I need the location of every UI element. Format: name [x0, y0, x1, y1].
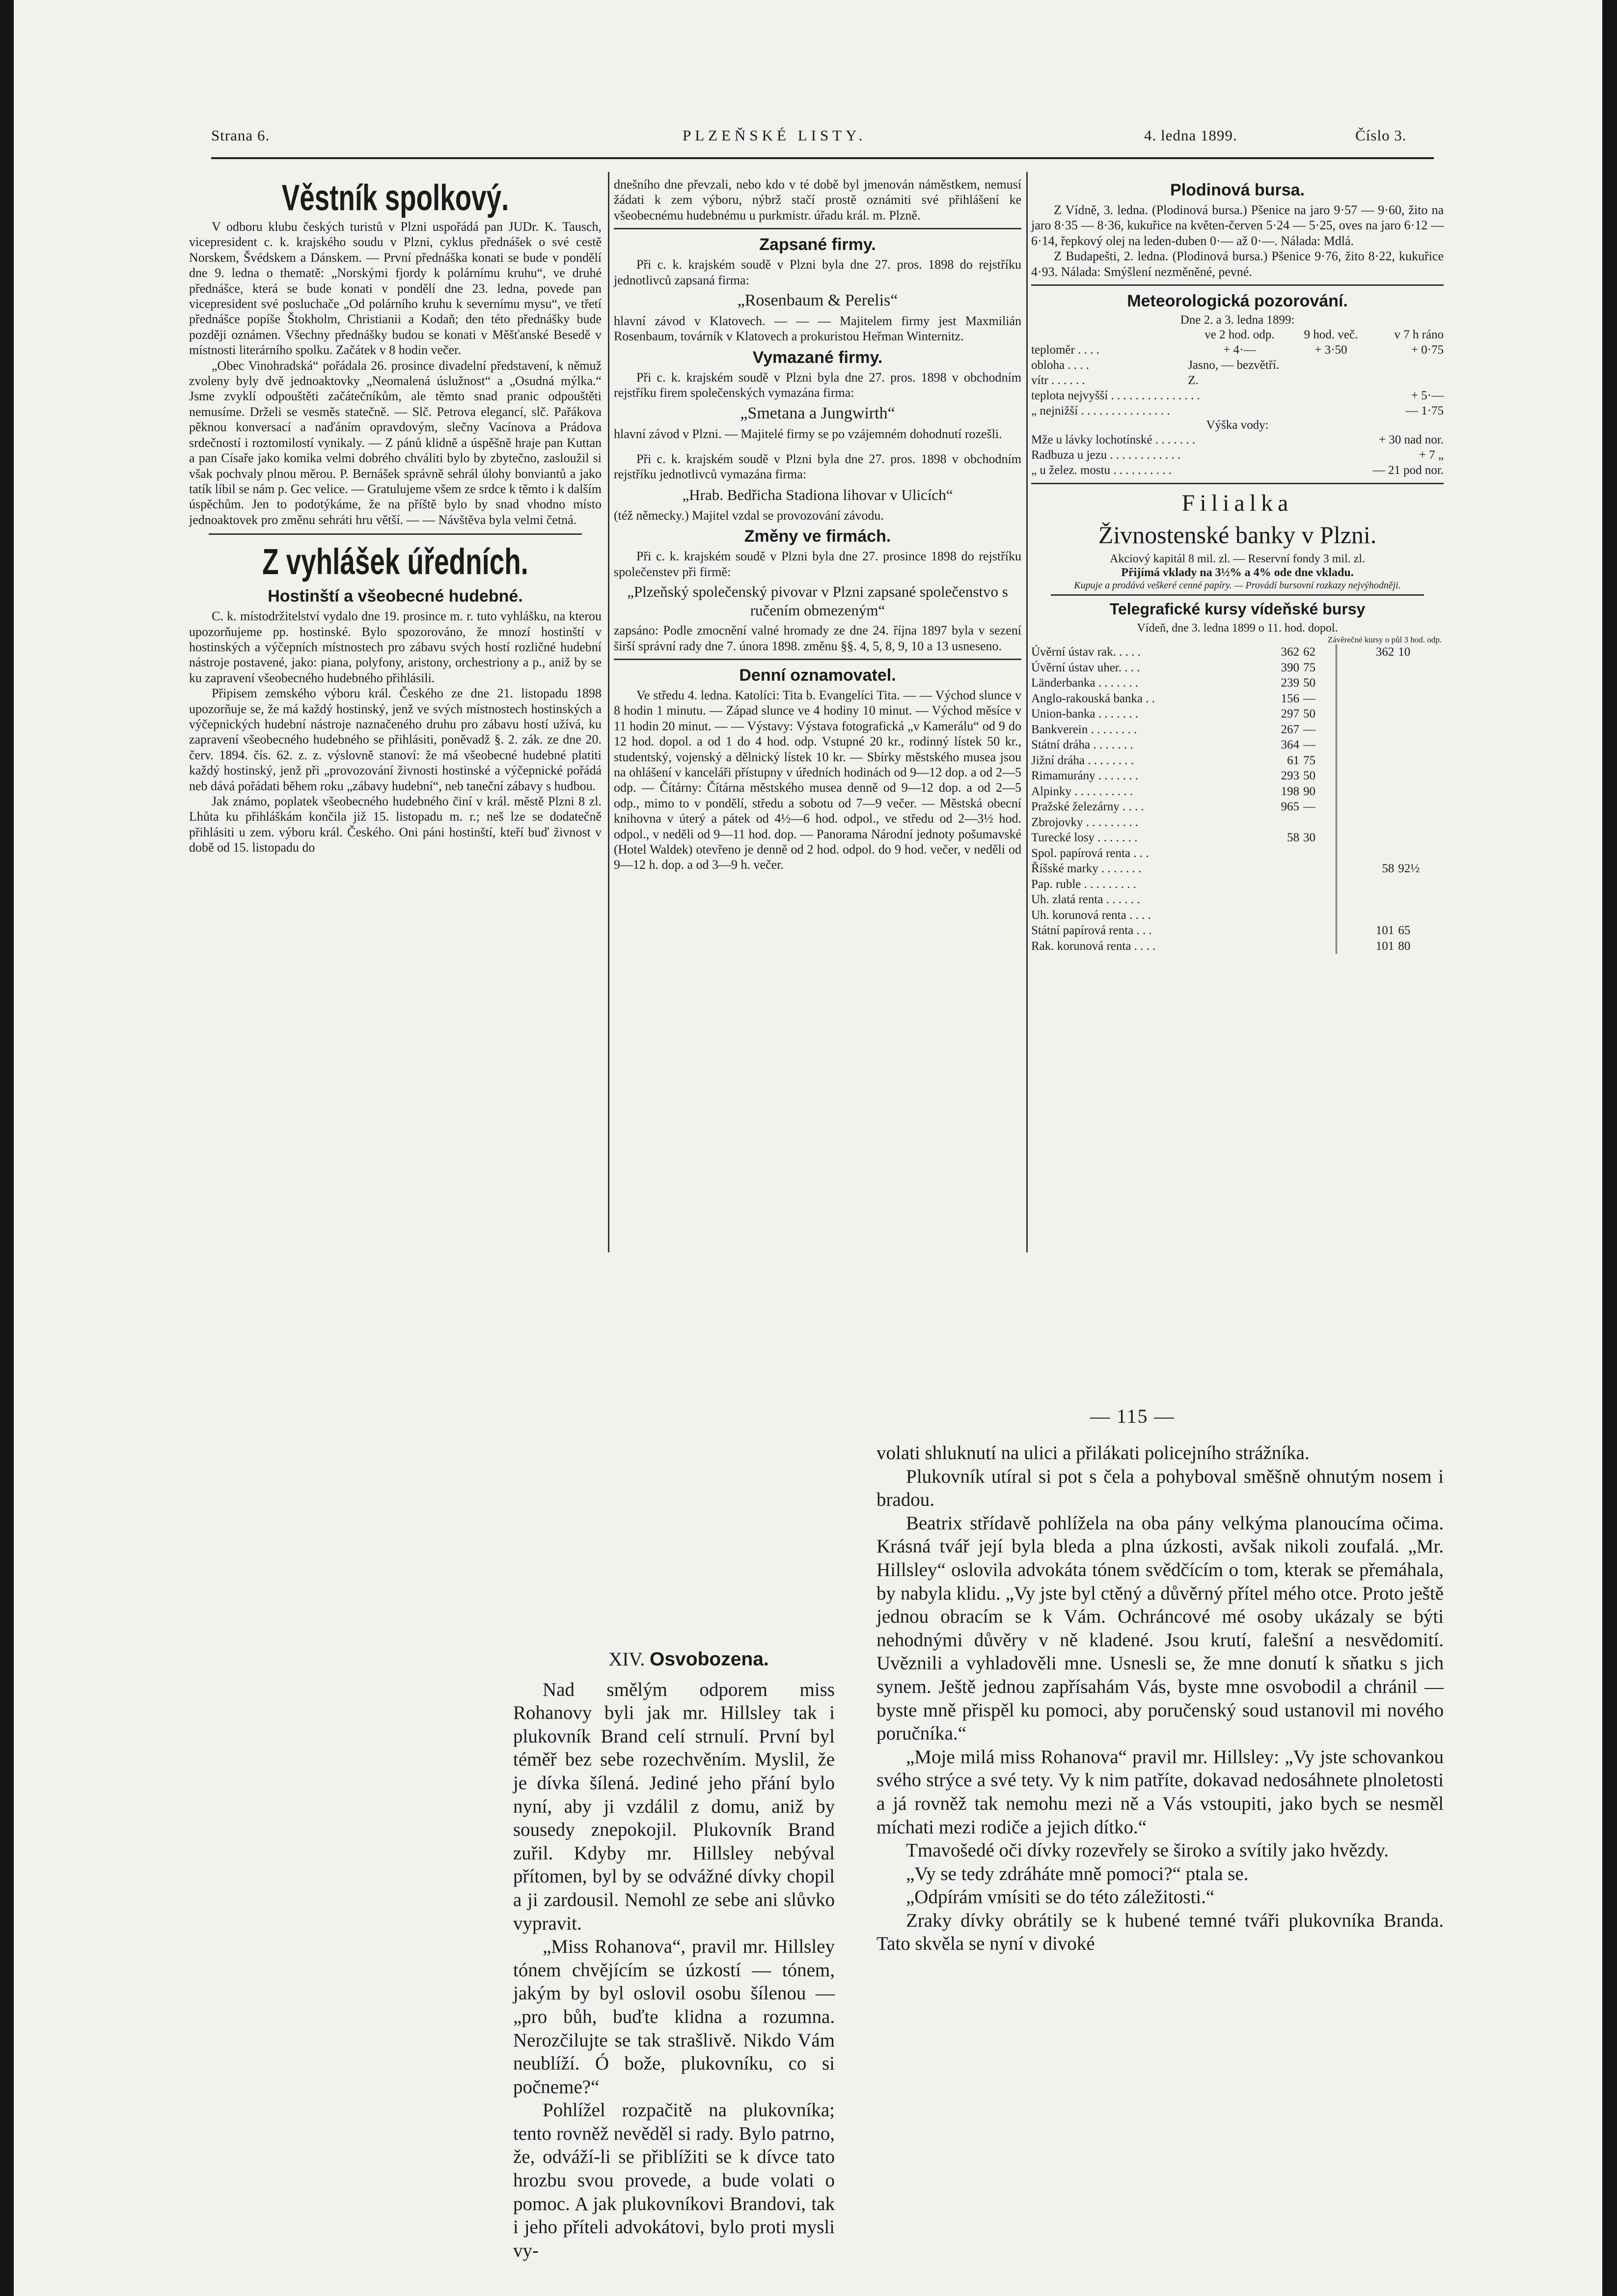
kursy-name: Uh. zlatá renta . . . . . .: [1031, 893, 1140, 907]
kursy-value: 156: [1281, 692, 1299, 705]
header-rule: [211, 157, 1434, 159]
kursy-date: Vídeň, dne 3. ledna 1899 o 11. hod. dopol.: [1137, 622, 1338, 635]
meteo-label: teplota nejvyšší . . . . . . . . . . . . . . .: [1031, 389, 1200, 403]
story-paragraph: „Odpírám vmísiti se do této záležitosti.“: [906, 1886, 1215, 1908]
kursy-value: [1299, 923, 1337, 939]
column-left: [189, 177, 602, 1238]
kursy-value: [1299, 815, 1337, 830]
article-paragraph: Při c. k. krajském soudě v Plzni byla dne 27. pros. 1898 do rejstříku jednotlivců zapsaná firma:: [614, 257, 1021, 287]
kursy-close-value: [1337, 815, 1395, 830]
article-paragraph: V odboru klubu českých turistů v Plzni uspořádá pan JUDr. K. Tausch, vicepresident c. k. krajského soudu v Plzni, cyklus přednášek o své cestě Norskem, Švédskem a Dánskem. — První přednáška konati se bude v pondělí dne 9. ledna o thematě: „Norskými fjordy k polárnímu kruhu“, ve druhé přednášce, která se bude konati v pondělí dne 23. ledna, povede pan vicepresident své posluchače „Od polárního kruhu k severnímu mysu“, ve třetí přednášce popíše Štokholm, Christianii a Kodaň; den této přednášky bude později oznámen. Všechny přednášky budou se konati v Měšťanské Besedě v místnosti literárního spolku. Začátek v 8 hodin večer.: [189, 220, 602, 358]
kursy-value: [1299, 892, 1337, 908]
kursy-row: [1031, 815, 1444, 830]
water-value: + 7 „: [1419, 448, 1444, 462]
kursy-value: [1299, 877, 1337, 892]
kursy-value: 293: [1281, 769, 1299, 783]
meteo-value: + 5·—: [1411, 389, 1444, 403]
kursy-name: Úvěrní ústav uher. . . .: [1031, 661, 1140, 674]
kursy-value: 90: [1303, 784, 1316, 798]
water-row: [1031, 432, 1444, 447]
story-paragraph: „Moje milá miss Rohanova“ pravil mr. Hillsley: „Vy jste schovankou svého strýce a své tety. Vy k nim patříte, dokavad nedosáhnete plnoletosti a já rovněž tak nemohu mezi ně a Vás vstoupiti, jako bych se nesměl míchati mezi rodiče a jejich dítko.“: [877, 1746, 1444, 1838]
kursy-name: Pap. ruble . . . . . . . . .: [1031, 877, 1136, 891]
kursy-row: [1031, 784, 1444, 800]
kursy-close-value: 92½: [1398, 862, 1420, 876]
kursy-value: 75: [1303, 661, 1316, 674]
kursy-close-value: [1337, 784, 1395, 800]
kursy-value: 390: [1281, 661, 1299, 674]
feuilleton-left: [513, 1648, 835, 2261]
section-title-vyhlasky: Z vyhlášek úředních.: [262, 541, 528, 582]
water-row: [1031, 447, 1444, 463]
kursy-close-value: [1394, 753, 1444, 769]
meteo-value: + 0·75: [1411, 343, 1444, 357]
kursy-close-value: [1394, 815, 1444, 830]
kursy-value: 62: [1303, 645, 1316, 659]
meteo-col-head: v 7 h ráno: [1394, 328, 1444, 342]
story-paragraph: Tmavošedé oči dívky rozevřely se široko a svítily jako hvězdy.: [906, 1840, 1389, 1861]
scan-right-edge: [1602, 0, 1617, 2296]
kursy-row: [1031, 691, 1444, 707]
scan-left-edge: [0, 0, 14, 2296]
kursy-value: 965: [1281, 800, 1299, 814]
kursy-row: [1031, 706, 1444, 722]
kursy-name: Státní dráha . . . . . . .: [1031, 738, 1133, 752]
kursy-value: [1262, 908, 1299, 923]
kursy-value: 75: [1303, 753, 1316, 767]
meteo-value: Z.: [1188, 374, 1199, 387]
kursy-name: Uh. korunová renta . . . .: [1031, 908, 1151, 922]
kursy-close-value: 80: [1398, 939, 1411, 953]
kursy-row: [1031, 660, 1444, 676]
article-paragraph: Při c. k. krajském soudě v Plzni byla dne 27. pros. 1898 v obchodním rejstříku firem společenských vymazána firma:: [614, 370, 1021, 400]
meteo-date: Dne 2. a 3. ledna 1899:: [1180, 313, 1295, 327]
kursy-value: 50: [1303, 676, 1316, 690]
kursy-row: [1031, 675, 1444, 691]
section-title-zapsane: Zapsané firmy.: [759, 235, 876, 254]
bank-name: Živnostenské banky v Plzni.: [1098, 521, 1377, 549]
kursy-close-value: [1337, 908, 1395, 923]
meteo-row: [1031, 388, 1444, 403]
kursy-value: [1262, 846, 1299, 861]
section-title-denni: Denní oznamovatel.: [739, 665, 896, 685]
kursy-close-value: [1337, 660, 1395, 676]
kursy-close-value: [1337, 753, 1395, 769]
section-rule: [1031, 284, 1444, 286]
kursy-value: [1262, 815, 1299, 830]
kursy-name: Rak. korunová renta . . . .: [1031, 939, 1156, 953]
kursy-row: [1031, 939, 1444, 954]
chapter-heading: [513, 1648, 835, 1671]
kursy-close-value: [1394, 660, 1444, 676]
section-title-zmeny: Změny ve firmách.: [744, 527, 891, 546]
kursy-row: [1031, 722, 1444, 738]
kursy-value: [1299, 861, 1337, 877]
kursy-value: —: [1303, 738, 1316, 752]
meteo-value: + 3·50: [1315, 343, 1347, 357]
issue-number: Číslo 3.: [1355, 127, 1407, 144]
kursy-close-value: [1337, 722, 1395, 738]
kursy-row: [1031, 861, 1444, 877]
kursy-close-value: [1337, 675, 1395, 691]
kursy-value: [1262, 892, 1299, 908]
kursy-value: 58: [1287, 831, 1299, 845]
water-title: Výška vody:: [1206, 418, 1269, 432]
kursy-close-value: [1337, 799, 1395, 815]
kursy-close-value: [1394, 830, 1444, 846]
kursy-name: Jižní dráha . . . . . . . .: [1031, 753, 1134, 767]
article-paragraph: Ve středu 4. ledna. Katolíci: Tita b. Evangelíci Tita. — — Východ slunce v 8 hodin 1 minutu. — Západ slunce ve 4 hodiny 10 minut. — Východ měsíce v 11 hodin 20 minut. — — Výstavy: Výstava fotografická „v Kamerálu“ od 9 do 12 hod. dopol. a od 1 do 4 hod. odp. Vstupné 20 kr., rodinný lístek 50 kr., studentský, vojenský a dělnický lístek 10 kr. — Sbírky městského musea jsou na ohlášení v kanceláři přístupny v úředních hodinách od 9—12 dop. a od 2—5 odp. — Čítárny: Čítárna městského musea denně od 9—12 dop. a od 2—5 odp., mimo to v pondělí, středu a sobotu od 7—9 večer. — Městská obecní knihovna v úterý a pátek od 4½—6 hod. odpol., ve středu od 2—3½ hod. odpol., v neděli od 9—11 hod. dop. — Panorama Národní jednoty pošumavské (Hotel Waldek) otevřeno je denně od 2 hod. odpol. do 9 hod. večer, v neděli od 9—12 h. dop. a od 3—9 h. večer.: [614, 688, 1021, 872]
kursy-table: [1031, 644, 1444, 954]
kursy-close-value: 65: [1398, 924, 1411, 938]
kursy-close-value: 362: [1337, 644, 1395, 660]
firm-name: „Smetana a Jungwirth“: [740, 404, 895, 422]
kursy-value: 50: [1303, 707, 1316, 721]
kursy-name: Bankverein . . . . . . . .: [1031, 722, 1137, 736]
firm-name: „Rosenbaum & Perelis“: [737, 291, 898, 310]
bank-note: Kupuje a prodává veškeré cenné papíry. — Provádí bursovní rozkazy nejvýhodněji.: [1074, 580, 1401, 591]
kursy-value: 30: [1303, 831, 1316, 845]
story-paragraph: Pohlížel rozpačitě na plukovníka; tento rovněž nevěděl si rady. Bylo patrno, že, odváží-li se přiblížiti se k dívce tato hrozbu svou provede, a bude volati o pomoc. A jak plukovníkovi Brandovi, tak i jeho příteli advokátovi, bylo proti mysli vy-: [513, 2100, 835, 2261]
kursy-row: [1031, 892, 1444, 908]
kursy-name: Anglo-rakouská banka . .: [1031, 692, 1155, 705]
kursy-value: [1262, 861, 1299, 877]
kursy-close-value: [1394, 737, 1444, 753]
meteo-label: obloha . . . .: [1031, 359, 1090, 372]
kursy-name: Spol. papírová renta . . .: [1031, 846, 1149, 860]
kursy-value: —: [1303, 722, 1316, 736]
meteo-row: [1031, 358, 1444, 373]
kursy-row: [1031, 908, 1444, 923]
article-paragraph: „Obec Vinohradská“ pořádala 26. prosince divadelní představení, k němuž zvoleny byly dvě jednoaktovky „Neomalená úslužnost“ a „Osudná mýlka.“ Jsme zvyklí odpouštěti začátečníkům, ale těmto snad pranic odpouštěti nemusíme. Drželi se vesměs statečně. — Slč. Petrova elegancí, slč. Pařákova pěknou konversací a naďáním opravdovým, slečny Vacínova a Prádova srdečností i roztomilostí vynikaly. — Z pánů klidně a úspěšně hraje pan Kuttan a pan Císaře jako komika velmi dobrého chváliti bylo by zbytečno, zasloužil si však pochvaly plnou měrou. P. Bernášek správně sehrál úlohy bonviantů a jako tatík líbil se nám p. Gec velice. — Gratulujeme všem ze srdce k těmto i k dalším úspěchům. Jen to podotýkáme, že na příště bylo by snad vhodno místo jednoaktovek pro změnu sehráti hru větší. — — Návštěva byla velmi četná.: [189, 358, 602, 527]
water-value: + 30 nad nor.: [1378, 433, 1444, 447]
story-paragraph: volati shluknutí na ulici a přilákati policejního strážníka.: [877, 1442, 1310, 1464]
column-right: [1031, 177, 1444, 1238]
article-paragraph: Z Budapešti, 2. ledna. (Plodinová bursa.) Pšenice 9·76, žito 8·22, kukuřice 4·93. Nálada: Smýšlení nezměněné, pevné.: [1031, 249, 1444, 279]
section-title-vestnik: Věstník spolkový.: [281, 177, 509, 218]
bank-capital: Akciový kapitál 8 mil. zl. — Reservní fondy 3 mil. zl.: [1110, 553, 1365, 566]
newspaper-title: PLZEŇSKÉ LISTY.: [683, 127, 867, 144]
article-paragraph: C. k. místodržitelství vydalo dne 19. prosince m. r. tuto vyhlášku, na kterou upozorňujeme pp. hostinské. Bylo spozorováno, že mnozí hostinští v hostinských a výčepních místnostech pro zábavu svých hostí rozličné hudební nástroje postavené, jako: piana, polyfony, aristony, orchestriony a p., aniž by se ku zapravení všeobecného hudebného přihlásili.: [189, 609, 602, 685]
kursy-name: Union-banka . . . . . . .: [1031, 707, 1139, 721]
water-label: „ u želez. mostu . . . . . . . . . .: [1031, 464, 1172, 477]
column-divider: [1026, 172, 1028, 1252]
meteo-value: — 1·75: [1405, 404, 1444, 418]
meteo-row: [1031, 403, 1444, 418]
story-paragraph: Nad smělým odporem miss Rohanovy byli jak mr. Hillsley tak i plukovník Brand celí strnulí. První byl téměř bez sebe rozechvěním. Myslil, že je dívka šílená. Jediné jeho přání bylo nyní, aby ji vzdálil z domu, aniž by sousedy znepokojil. Plukovník Brand zuřil. Kdyby mr. Hillsley nebýval přítomen, byl by se odvážné dívky chopil a ji zardousil. Nemohl ze sebe ani slůvko vypravit.: [513, 1679, 835, 1934]
kursy-name: Říšské marky . . . . . . .: [1031, 862, 1142, 876]
story-paragraph: Plukovník utíral si pot s čela a pohyboval směšně ohnutým nosem i bradou.: [877, 1466, 1444, 1511]
article-subtitle: Hostinští a všeobecné hudebné.: [268, 587, 523, 606]
kursy-value: —: [1303, 800, 1316, 814]
kursy-close-value: [1394, 784, 1444, 800]
kursy-name: Zbrojovky . . . . . . . . .: [1031, 815, 1139, 829]
kursy-value: [1262, 923, 1299, 939]
section-title-meteo: Meteorologická pozorování.: [1127, 292, 1348, 311]
kursy-close-value: [1337, 706, 1395, 722]
kursy-close-value: [1394, 799, 1444, 815]
kursy-close-value: [1394, 691, 1444, 707]
kursy-value: 239: [1281, 676, 1299, 690]
kursy-close-value: [1394, 877, 1444, 892]
kursy-value: [1299, 908, 1337, 923]
kursy-value: 364: [1281, 738, 1299, 752]
bank-deposits: Přijímá vklady na 3½% a 4% ode dne vkladu.: [1121, 566, 1354, 580]
meteo-header-row: [1031, 327, 1444, 342]
section-rule: [614, 659, 1021, 660]
story-paragraph: „Vy se tedy zdráháte mně pomoci?“ ptala se.: [906, 1863, 1249, 1884]
kursy-value: 198: [1281, 784, 1299, 798]
water-label: Radbuza u jezu . . . . . . . . . . . .: [1031, 448, 1181, 462]
section-rule: [614, 228, 1021, 229]
column-middle: [614, 177, 1021, 1238]
kursy-row: [1031, 877, 1444, 892]
kursy-row: [1031, 644, 1444, 660]
story-paragraph: Zraky dívky obrátily se k hubené temné tváři plukovníka Branda. Tato skvěla se nyní v divoké: [877, 1909, 1444, 1955]
column-divider: [608, 172, 609, 1252]
article-paragraph: hlavní závod v Klatovech. — — — Majitelem firmy jest Maxmilián Rosenbaum, továrník v Klatovech a prokuristou Heřman Winternitz.: [614, 314, 1021, 344]
kursy-value: [1299, 939, 1337, 954]
firm-name: „Hrab. Bedřicha Stadiona lihovar v Ulicích“: [682, 486, 953, 503]
meteo-col-head: 9 hod. več.: [1304, 328, 1358, 342]
kursy-row: [1031, 768, 1444, 784]
article-paragraph: (též německy.) Majitel vzdal se provozování závodu.: [614, 508, 884, 523]
article-paragraph: dnešního dne převzali, nebo kdo v té době byl jmenován náměstkem, nemusí žádati k zem výboru, nýbrž stačí prostě oznámiti své přihlášení ke všeobecnému hudebnému u purkmistr. úřadu král. m. Plzně.: [614, 177, 1021, 222]
page-header: [211, 127, 1439, 148]
kursy-value: —: [1303, 692, 1316, 705]
water-label: Mže u lávky lochotínské . . . . . . .: [1031, 433, 1195, 447]
story-paragraph: Beatrix střídavě pohlížela na oba pány velkýma planoucíma očima. Krásná tvář její byla bleda a plna úzkosti, avšak nikoli zoufalá. „Mr. Hillsley“ oslovila advokáta tónem svědčícím o tom, kterak se přemáhala, by nabyla klidu. „Vy jste byl ctěný a důvěrný přítel mého otce. Proto ještě jednou obracím se k Vám. Ochráncové mé osoby ukázaly se býti nehodnými důvěry v ně kladené. Jsou krutí, falešní a nesvědomití. Uvěznili a vyhladověli mne. Usnesli se, že mne donutí k sňatku s jich synem. Ještě jednou zapřísahám Vás, byste mne osvobodil a chránil — byste mně přispěl ku pomoci, aby poručenský soud ustanovil mi nového poručníka.“: [877, 1512, 1444, 1744]
kursy-value: 267: [1281, 722, 1299, 736]
meteo-col-head: ve 2 hod. odp.: [1205, 328, 1275, 342]
meteo-row: [1031, 342, 1444, 358]
kursy-close-value: 101: [1337, 923, 1395, 939]
kursy-close-value: [1337, 691, 1395, 707]
kursy-value: [1262, 939, 1299, 954]
kursy-close-head: Závěrečné kursy o půl 3 hod. odp.: [1327, 635, 1442, 645]
firm-name: „Plzeňský společenský pivovar v Plzni zapsané společenstvo s ručením obmezeným“: [627, 583, 1008, 619]
page-number: — 115 —: [1090, 1405, 1175, 1427]
article-paragraph: zapsáno: Podle zmocnění valné hromady ze dne 24. října 1897 byla v sezení širší správní rady dne 7. února 1898. změnu §§. 4, 5, 8, 9, 10 a 13 usneseno.: [614, 623, 1021, 653]
article-paragraph: Připisem zemského výboru král. Českého ze dne 21. listopadu 1898 upozorňuje se, že má každý hostinský, jenž ve svých místnostech hostinských a výčepnických hudební nástroje naznačeného druhu pro zábavu hostí užívá, ku zapravení všeobecného hudebného se přihlásiti, poněvadž §. 2. zák. ze dne 20. červ. 1894. čís. 62. z. z. výslovně stanoví: že má všeobecné hudebné platiti každý hostinský, jenž při „provozování živnosti hostinské a výčepnické pořádá neb dává pořádati během roku „zábavy hudební“, neb taneční zábavy s hudbou.: [189, 686, 602, 793]
kursy-close-value: [1394, 768, 1444, 784]
kursy-value: 362: [1281, 645, 1299, 659]
kursy-name: Pražské železárny . . . .: [1031, 800, 1144, 814]
kursy-value: [1262, 877, 1299, 892]
kursy-value: 61: [1287, 753, 1299, 767]
kursy-value: [1299, 846, 1337, 861]
kursy-close-value: [1337, 768, 1395, 784]
issue-date: 4. ledna 1899.: [1144, 127, 1237, 144]
section-rule: [1051, 594, 1424, 596]
kursy-row: [1031, 846, 1444, 861]
chapter-title: Osvobozena.: [650, 1649, 769, 1670]
page-label: Strana 6.: [211, 127, 270, 144]
kursy-close-value: 101: [1337, 939, 1395, 954]
section-title-vymazane: Vymazané firmy.: [752, 348, 883, 367]
meteo-table: [1031, 327, 1444, 418]
section-rule: [209, 533, 582, 535]
kursy-close-value: [1337, 830, 1395, 846]
section-rule: [1031, 483, 1444, 484]
meteo-label: teploměr . . . .: [1031, 343, 1099, 357]
water-row: [1031, 463, 1444, 478]
kursy-row: [1031, 799, 1444, 815]
kursy-close-value: [1337, 892, 1395, 908]
kursy-close-value: [1337, 877, 1395, 892]
section-title-bursa: Plodinová bursa.: [1170, 181, 1305, 199]
feuilleton-right: [877, 1441, 1444, 2237]
kursy-close-value: [1394, 706, 1444, 722]
meteo-row: [1031, 373, 1444, 388]
kursy-title: Telegrafické kursy vídeňské bursy: [1109, 600, 1366, 618]
kursy-close-value: 58: [1337, 861, 1395, 877]
kursy-name: Alpinky . . . . . . . . . .: [1031, 784, 1133, 798]
meteo-value: Jasno, — bezvětří.: [1188, 359, 1280, 372]
meteo-label: vítr . . . . . .: [1031, 374, 1085, 387]
kursy-row: [1031, 737, 1444, 753]
article-paragraph: Při c. k. krajském soudě v Plzni byla dne 27. prosince 1898 do rejstříku společenstev při firmě:: [614, 549, 1021, 579]
kursy-name: Turecké losy . . . . . . .: [1031, 831, 1138, 845]
kursy-close-value: [1394, 908, 1444, 923]
kursy-close-value: [1337, 846, 1395, 861]
kursy-name: Rimamurány . . . . . . .: [1031, 769, 1139, 783]
kursy-row: [1031, 753, 1444, 769]
kursy-close-value: [1337, 737, 1395, 753]
kursy-close-value: 10: [1398, 645, 1411, 659]
kursy-close-value: [1394, 722, 1444, 738]
kursy-name: Státní papírová renta . . .: [1031, 924, 1152, 938]
kursy-row: [1031, 830, 1444, 846]
article-paragraph: hlavní závod v Plzni. — Majitelé firmy se po vzájemném dohodnutí rozešli.: [614, 426, 1002, 441]
bank-title: Filialka: [1181, 490, 1293, 517]
article-paragraph: Při c. k. krajském soudě v Plzni byla dne 27. pros. 1898 v obchodním rejstříku jednotlivců vymazána firma:: [614, 452, 1021, 482]
kursy-close-value: [1394, 892, 1444, 908]
kursy-value: 50: [1303, 769, 1316, 783]
chapter-number: XIV.: [608, 1649, 645, 1670]
kursy-name: Länderbanka . . . . . . .: [1031, 676, 1138, 690]
kursy-row: [1031, 923, 1444, 939]
meteo-label: „ nejnižší . . . . . . . . . . . . . . .: [1031, 404, 1170, 418]
article-paragraph: Jak známo, poplatek všeobecného hudebného činí v král. městě Plzni 8 zl. Lhůta ku přihláškám končila již 15. listopadu m. r.; neš lze se dodatečně přihlásiti u zem. výboru král. Českého. Oni páni hostinští, kteří buď živnost v době od 15. listopadu do: [189, 794, 602, 855]
article-paragraph: Z Vídně, 3. ledna. (Plodinová bursa.) Pšenice na jaro 9·57 — 9·60, žito na jaro 8·35 — 8·36, kukuřice na květen-červen 5·24 — 5·25, oves na jaro 6·12 — 6·14, řepkový olej na leden-duben 0·— až 0·—. Nálada: Mdlá.: [1031, 203, 1444, 248]
kursy-close-value: [1394, 846, 1444, 861]
kursy-value: 297: [1281, 707, 1299, 721]
kursy-close-value: [1394, 675, 1444, 691]
story-paragraph: „Miss Rohanova“, pravil mr. Hillsley tónem chvějícím se úzkostí — tónem, jakým by byl oslovil osobu šílenou — „pro bůh, buďte klidna a rozumna. Nerozčilujte se tak strašlivě. Nikdo Vám neublíží. Ó bože, plukovníku, co si počneme?“: [513, 1936, 835, 2098]
water-table: [1031, 432, 1444, 478]
water-value: — 21 pod nor.: [1372, 464, 1444, 477]
meteo-value: + 4·—: [1223, 343, 1256, 357]
kursy-name: Úvěrní ústav rak. . . . .: [1031, 645, 1141, 659]
